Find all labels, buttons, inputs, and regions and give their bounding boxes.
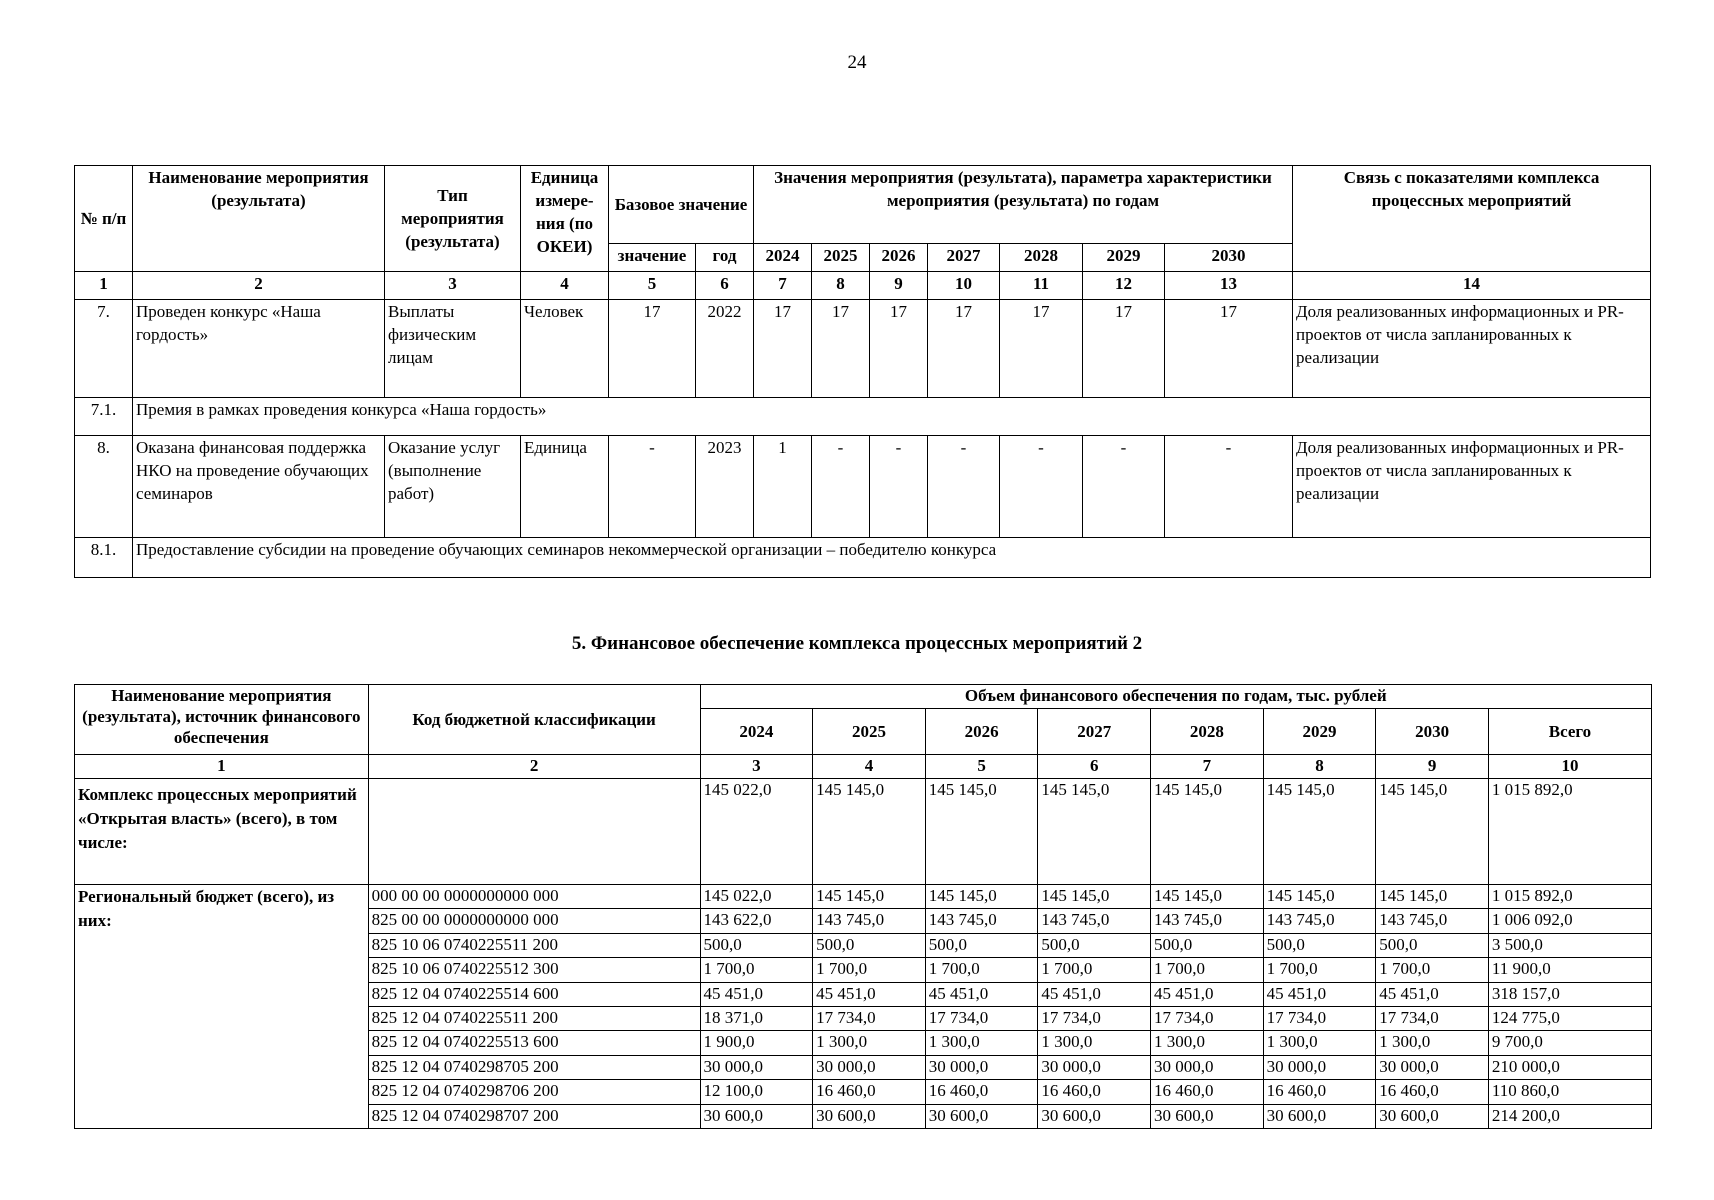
row-num: 8.: [75, 436, 133, 538]
cell-value: 1 700,0: [1263, 958, 1376, 982]
cell-value: 30 600,0: [1151, 1104, 1264, 1128]
cell-value: 17 734,0: [813, 1006, 926, 1030]
cell-total: 110 860,0: [1488, 1080, 1651, 1104]
cell-value: 145 145,0: [1151, 885, 1264, 909]
financing-table: [74, 684, 1652, 1129]
header-link: Связь с показателями комплекса процессных мероприятий: [1293, 166, 1651, 272]
cell-value: 1 700,0: [925, 958, 1038, 982]
row-name: Проведен конкурс «Наша гордость»: [133, 300, 385, 398]
header-year: 2028: [1151, 709, 1264, 755]
cell-value: 143 622,0: [700, 909, 813, 933]
cell-value: 17 734,0: [1263, 1006, 1376, 1030]
cell-value: 1 300,0: [813, 1031, 926, 1055]
cell-value: 16 460,0: [1376, 1080, 1489, 1104]
cell-value: 143 745,0: [813, 909, 926, 933]
header-type: Тип мероприятия (результата): [385, 166, 521, 272]
row-value: -: [1083, 436, 1165, 538]
budget-code: 825 12 04 0740225511 200: [368, 1006, 700, 1030]
regional-budget-rows: [75, 885, 1652, 1129]
col-number: 4: [813, 755, 926, 779]
cell-value: 45 451,0: [1151, 982, 1264, 1006]
cell-value: 16 460,0: [925, 1080, 1038, 1104]
table-subrow: [75, 398, 1651, 436]
col-number: 10: [928, 272, 1000, 300]
cell-value: 1 700,0: [1151, 958, 1264, 982]
cell-value: 30 600,0: [925, 1104, 1038, 1128]
row-base-year: 2022: [696, 300, 754, 398]
row-value: -: [870, 436, 928, 538]
row-value: -: [928, 436, 1000, 538]
cell-value: 145 145,0: [1263, 885, 1376, 909]
cell-value: 500,0: [1151, 933, 1264, 957]
cell-value: 143 745,0: [1263, 909, 1376, 933]
cell-value: 1 300,0: [1263, 1031, 1376, 1055]
cell-value: 145 022,0: [700, 885, 813, 909]
header-year: 2030: [1376, 709, 1489, 755]
header-base-value: значение: [609, 244, 696, 272]
cell-value: 30 000,0: [813, 1055, 926, 1079]
col-number: 2: [133, 272, 385, 300]
row-unit: Единица: [521, 436, 609, 538]
cell-value: 16 460,0: [1263, 1080, 1376, 1104]
cell-value: 16 460,0: [1038, 1080, 1151, 1104]
row-value: 17: [928, 300, 1000, 398]
cell-value: 17 734,0: [1038, 1006, 1151, 1030]
header-year: 2026: [925, 709, 1038, 755]
cell-value: 1 300,0: [1038, 1031, 1151, 1055]
row-num: 7.1.: [75, 398, 133, 436]
row-value: -: [1165, 436, 1293, 538]
col-number: 11: [1000, 272, 1083, 300]
cell-value: 30 600,0: [1263, 1104, 1376, 1128]
cell-value: 1 900,0: [700, 1031, 813, 1055]
cell-value: 30 600,0: [1038, 1104, 1151, 1128]
regional-budget-name: Региональный бюджет (всего), из них:: [75, 885, 369, 1129]
cell-total: 1 015 892,0: [1488, 779, 1651, 885]
cell-value: 17 734,0: [925, 1006, 1038, 1030]
cell-value: 143 745,0: [1151, 909, 1264, 933]
row-value: 17: [1000, 300, 1083, 398]
cell-value: 143 745,0: [1376, 909, 1489, 933]
cell-value: 1 700,0: [1038, 958, 1151, 982]
cell-value: 143 745,0: [1038, 909, 1151, 933]
col-number: 9: [1376, 755, 1489, 779]
row-value: 1: [754, 436, 812, 538]
cell-value: 1 700,0: [813, 958, 926, 982]
cell-value: 16 460,0: [1151, 1080, 1264, 1104]
header-year: 2029: [1083, 244, 1165, 272]
cell-total: 11 900,0: [1488, 958, 1651, 982]
row-link: Доля реализованных информационных и PR-проектов от числа запланированных к реализации: [1293, 436, 1651, 538]
col-number: 5: [609, 272, 696, 300]
cell-value: 145 145,0: [1038, 779, 1151, 885]
cell-value: 500,0: [1376, 933, 1489, 957]
complex-code: [368, 779, 700, 885]
cell-value: 145 145,0: [1263, 779, 1376, 885]
cell-value: 30 000,0: [1263, 1055, 1376, 1079]
cell-value: 45 451,0: [1263, 982, 1376, 1006]
header-year: 2028: [1000, 244, 1083, 272]
cell-value: 30 600,0: [813, 1104, 926, 1128]
row-unit: Человек: [521, 300, 609, 398]
row-value: 17: [1165, 300, 1293, 398]
cell-value: 12 100,0: [700, 1080, 813, 1104]
cell-total: 210 000,0: [1488, 1055, 1651, 1079]
cell-value: 45 451,0: [700, 982, 813, 1006]
cell-value: 1 700,0: [1376, 958, 1489, 982]
col-number: 7: [754, 272, 812, 300]
header-year: 2024: [700, 709, 813, 755]
header-base: Базовое значение: [609, 166, 754, 244]
row-link: Доля реализованных информационных и PR-проектов от числа запланированных к реализации: [1293, 300, 1651, 398]
budget-code: 825 00 00 0000000000 000: [368, 909, 700, 933]
cell-value: 45 451,0: [1376, 982, 1489, 1006]
row-num: 7.: [75, 300, 133, 398]
budget-code: 825 12 04 0740225514 600: [368, 982, 700, 1006]
header-unit: Единица измере-ния (по ОКЕИ): [521, 166, 609, 272]
col-number: 10: [1488, 755, 1651, 779]
cell-value: 45 451,0: [925, 982, 1038, 1006]
table-row: [75, 436, 1651, 538]
cell-value: 45 451,0: [1038, 982, 1151, 1006]
header-year: 2026: [870, 244, 928, 272]
row-num: 8.1.: [75, 538, 133, 578]
col-number: 13: [1165, 272, 1293, 300]
table-row: [75, 300, 1651, 398]
cell-total: 214 200,0: [1488, 1104, 1651, 1128]
cell-total: 3 500,0: [1488, 933, 1651, 957]
cell-value: 30 000,0: [1038, 1055, 1151, 1079]
cell-value: 500,0: [700, 933, 813, 957]
cell-total: 318 157,0: [1488, 982, 1651, 1006]
col-number: 14: [1293, 272, 1651, 300]
row-value: -: [1000, 436, 1083, 538]
row-value: 17: [754, 300, 812, 398]
header-year: 2027: [1038, 709, 1151, 755]
table-row: [75, 885, 1652, 909]
cell-value: 1 300,0: [1151, 1031, 1264, 1055]
col-number: 7: [1151, 755, 1264, 779]
row-name: Оказана финансовая поддержка НКО на проведение обучающих семинаров: [133, 436, 385, 538]
header-code: Код бюджетной классификации: [368, 685, 700, 755]
cell-value: 145 145,0: [925, 779, 1038, 885]
budget-code: 825 10 06 0740225511 200: [368, 933, 700, 957]
header-year: 2025: [813, 709, 926, 755]
header-name: Наименование мероприятия (результата), источник финансового обеспечения: [75, 685, 369, 755]
cell-value: 500,0: [813, 933, 926, 957]
col-number: 8: [1263, 755, 1376, 779]
cell-value: 145 145,0: [1376, 885, 1489, 909]
cell-value: 143 745,0: [925, 909, 1038, 933]
budget-code: 000 00 00 0000000000 000: [368, 885, 700, 909]
header-num: № п/п: [75, 166, 133, 272]
col-number: 6: [1038, 755, 1151, 779]
cell-value: 1 700,0: [700, 958, 813, 982]
cell-value: 145 145,0: [813, 779, 926, 885]
complex-total-row: [75, 779, 1652, 885]
cell-value: 30 000,0: [1376, 1055, 1489, 1079]
row-description: Предоставление субсидии на проведение обучающих семинаров некоммерческой организации – победителю конкурса: [133, 538, 1651, 578]
budget-code: 825 12 04 0740298705 200: [368, 1055, 700, 1079]
header-year: 2027: [928, 244, 1000, 272]
row-value: 17: [870, 300, 928, 398]
complex-name: Комплекс процессных мероприятий «Открытая власть» (всего), в том числе:: [75, 779, 369, 885]
cell-value: 145 145,0: [1151, 779, 1264, 885]
budget-code: 825 10 06 0740225512 300: [368, 958, 700, 982]
section-title: 5. Финансовое обеспечение комплекса процессных мероприятий 2: [571, 633, 1143, 654]
row-value: 17: [1083, 300, 1165, 398]
cell-total: 124 775,0: [1488, 1006, 1651, 1030]
cell-value: 30 600,0: [700, 1104, 813, 1128]
cell-total: 1 006 092,0: [1488, 909, 1651, 933]
cell-value: 145 145,0: [1038, 885, 1151, 909]
col-number: 1: [75, 755, 369, 779]
cell-value: 1 300,0: [925, 1031, 1038, 1055]
col-number: 8: [812, 272, 870, 300]
col-number: 3: [385, 272, 521, 300]
page-number: 24: [847, 52, 867, 73]
row-type: Оказание услуг (выполнение работ): [385, 436, 521, 538]
cell-value: 145 145,0: [925, 885, 1038, 909]
cell-value: 30 000,0: [700, 1055, 813, 1079]
cell-value: 16 460,0: [813, 1080, 926, 1104]
cell-value: 17 734,0: [1376, 1006, 1489, 1030]
row-type: Выплаты физическим лицам: [385, 300, 521, 398]
column-numbers-row: [75, 272, 1651, 300]
cell-value: 17 734,0: [1151, 1006, 1264, 1030]
row-base-value: 17: [609, 300, 696, 398]
cell-total: 1 015 892,0: [1488, 885, 1651, 909]
cell-value: 30 600,0: [1376, 1104, 1489, 1128]
cell-total: 9 700,0: [1488, 1031, 1651, 1055]
row-description: Премия в рамках проведения конкурса «Наша гордость»: [133, 398, 1651, 436]
budget-code: 825 12 04 0740225513 600: [368, 1031, 700, 1055]
cell-value: 30 000,0: [925, 1055, 1038, 1079]
header-base-year: год: [696, 244, 754, 272]
row-base-value: -: [609, 436, 696, 538]
header-volume: Объем финансового обеспечения по годам, тыс. рублей: [700, 685, 1651, 709]
cell-value: 1 300,0: [1376, 1031, 1489, 1055]
col-number: 4: [521, 272, 609, 300]
cell-value: 145 022,0: [700, 779, 813, 885]
table-subrow: [75, 538, 1651, 578]
col-number: 12: [1083, 272, 1165, 300]
header-name: Наименование мероприятия (результата): [133, 166, 385, 272]
header-year: 2029: [1263, 709, 1376, 755]
header-year: 2025: [812, 244, 870, 272]
header-year: 2024: [754, 244, 812, 272]
cell-value: 30 000,0: [1151, 1055, 1264, 1079]
cell-value: 18 371,0: [700, 1006, 813, 1030]
header-year: 2030: [1165, 244, 1293, 272]
col-number: 1: [75, 272, 133, 300]
budget-code: 825 12 04 0740298706 200: [368, 1080, 700, 1104]
row-value: 17: [812, 300, 870, 398]
budget-code: 825 12 04 0740298707 200: [368, 1104, 700, 1128]
cell-value: 500,0: [925, 933, 1038, 957]
col-number: 5: [925, 755, 1038, 779]
activities-table: [74, 165, 1651, 578]
cell-value: 45 451,0: [813, 982, 926, 1006]
col-number: 9: [870, 272, 928, 300]
cell-value: 145 145,0: [1376, 779, 1489, 885]
row-base-year: 2023: [696, 436, 754, 538]
row-value: -: [812, 436, 870, 538]
col-number: 6: [696, 272, 754, 300]
header-total: Всего: [1488, 709, 1651, 755]
cell-value: 500,0: [1038, 933, 1151, 957]
cell-value: 145 145,0: [813, 885, 926, 909]
header-values: Значения мероприятия (результата), параметра характеристики мероприятия (результата) по годам: [754, 166, 1293, 244]
col-number: 3: [700, 755, 813, 779]
column-numbers-row: [75, 755, 1652, 779]
col-number: 2: [368, 755, 700, 779]
cell-value: 500,0: [1263, 933, 1376, 957]
